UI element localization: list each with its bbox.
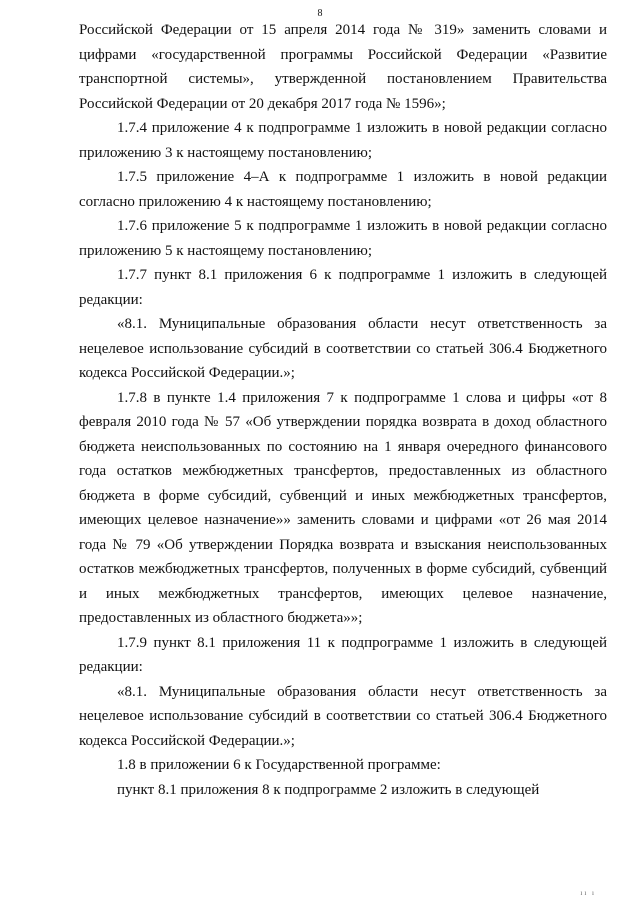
corner-mark: ıı ı — [580, 889, 596, 897]
paragraph: пункт 8.1 приложения 8 к подпрограмме 2 изложить в следующей — [117, 781, 540, 798]
paragraph: 1.7.7 пункт 8.1 приложения 6 к подпрограмме 1 изложить в следующей редакции: — [79, 267, 607, 308]
paragraph: 1.7.6 приложение 5 к подпрограмме 1 изложить в новой редакции согласно приложению 5 к настоящему постановлению; — [79, 218, 607, 259]
quoted-paragraph: «8.1. Муниципальные образования области несут ответственность за нецелевое использование субсидий в соответствии со статьей 306.4 Бюджетного кодекса Российской Федерации.»; — [79, 316, 607, 381]
quoted-paragraph: «8.1. Муниципальные образования области несут ответственность за нецелевое использование субсидий в соответствии со статьей 306.4 Бюджетного кодекса Российской Федерации.»; — [79, 683, 607, 749]
paragraph: 1.7.8 в пункте 1.4 приложения 7 к подпрограмме 1 слова и цифры «от 8 февраля 2010 года № 57 «Об утверждении порядка возврата в доход областного бюджета неиспользованных по состоянию на 1 января очередного финансового года остатков межбюджетных трансфертов, предоставленных из областного бюджета в форме субсидий, субвенций и иных межбюджетных трансфертов, имеющих целевое назначение»» заменить словами и цифрами «от 26 мая 2014 года № 79 «Об утверждении Порядка возврата и взыскания неиспользованных остатков межбюджетных трансфертов, полученных в форме субсидий, субвенций и иных межбюджетных трансфертов, имеющих целевое назначение, предоставленных из областного бюджета»»; — [79, 389, 607, 626]
document-body — [79, 18, 607, 802]
paragraph: 1.7.4 приложение 4 к подпрограмме 1 изложить в новой редакции согласно приложению 3 к настоящему постановлению; — [79, 120, 607, 161]
paragraph: 1.8 в приложении 6 к Государственной программе: — [117, 757, 441, 773]
paragraph: 1.7.9 пункт 8.1 приложения 11 к подпрограмме 1 изложить в следующей редакции: — [79, 634, 607, 675]
paragraph: 1.7.5 приложение 4–А к подпрограмме 1 изложить в новой редакции согласно приложению 4 к настоящему постановлению; — [79, 169, 607, 210]
page-number: 8 — [317, 8, 323, 19]
paragraph: Российской Федерации от 15 апреля 2014 года № 319» заменить словами и цифрами «государственной программы Российской Федерации «Развитие транспортной системы», утвержденной постановлением Правительства Российской Федерации от 20 декабря 2017 года № 1596»; — [79, 22, 607, 112]
